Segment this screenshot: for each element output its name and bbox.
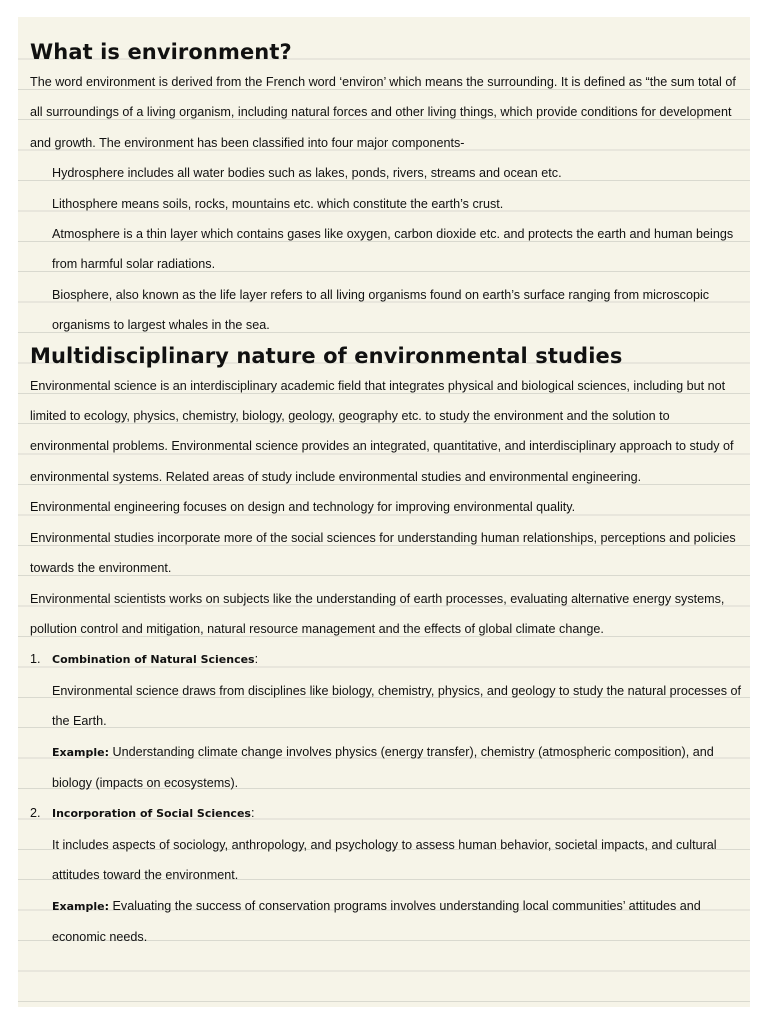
document-page xyxy=(18,17,750,1007)
example-label: Example: xyxy=(52,745,109,759)
component-biosphere: Biosphere, also known as the life layer refers to all living organisms found on earth’s surface ranging from microscopic organisms to largest whales in the sea. xyxy=(52,287,710,333)
list-item-colon: : xyxy=(254,652,259,667)
paragraph-engineering: Environmental engineering focuses on design and technology for improving environmental quality. xyxy=(30,500,576,515)
list-item-example xyxy=(30,737,742,799)
list-item-description: Environmental science draws from disciplines like biology, chemistry, physics, and geology to study the natural processes of the Earth. xyxy=(52,683,742,729)
paragraph-interdisciplinary: Environmental science is an interdisciplinary academic field that integrates physical and biological sciences, including but not limited to ecology, physics, chemistry, biology, geology, geography etc. to study the environment and the solution to environmental problems. Environmental science provides an integrated, quantitative, and interdisciplinary approach to study of environmental systems. Related areas of study include environmental studies and environmental engineering. xyxy=(30,378,734,484)
list-number: 2. xyxy=(30,806,41,821)
component-lithosphere: Lithosphere means soils, rocks, mountains etc. which constitute the earth’s crust. xyxy=(52,196,504,211)
section-heading-multidisciplinary: Multidisciplinary nature of environmental studies xyxy=(30,343,623,368)
list-number: 1. xyxy=(30,652,41,667)
list-item-example xyxy=(30,891,742,953)
section-heading-environment: What is environment? xyxy=(30,40,292,64)
example-text: Evaluating the success of conservation programs involves understanding local communities’ attitudes and economic needs. xyxy=(52,898,701,944)
list-item-colon: : xyxy=(250,806,255,821)
document-content xyxy=(30,37,742,952)
paragraph-studies: Environmental studies incorporate more of the social sciences for understanding human relationships, perceptions and policies towards the environment. xyxy=(30,530,736,576)
component-hydrosphere: Hydrosphere includes all water bodies such as lakes, ponds, rivers, streams and ocean etc. xyxy=(52,166,562,181)
list-item-description: It includes aspects of sociology, anthropology, and psychology to assess human behavior, societal impacts, and cultural attitudes toward the environment. xyxy=(52,837,717,883)
list-item-natural-sciences xyxy=(30,644,742,675)
example-text: Understanding climate change involves physics (energy transfer), chemistry (atmospheric composition), and biology (impacts on ecosystems). xyxy=(52,744,714,790)
example-label: Example: xyxy=(52,899,109,913)
list-item-title: Incorporation of Social Sciences xyxy=(52,807,251,821)
paragraph-scientists: Environmental scientists works on subjects like the understanding of earth processes, evaluating alternative energy systems, pollution control and mitigation, natural resource management and the effects of global climate change. xyxy=(30,591,725,636)
list-item-social-sciences xyxy=(30,798,742,829)
intro-paragraph: The word environment is derived from the French word ‘environ’ which means the surrounding. It is defined as “the sum total of all surroundings of a living organism, including natural forces and other living things, which provide conditions for development and growth. The environment has been classified into four major components- xyxy=(30,75,736,150)
component-atmosphere: Atmosphere is a thin layer which contains gases like oxygen, carbon dioxide etc. and protects the earth and human beings from harmful solar radiations. xyxy=(52,227,734,272)
list-item-title: Combination of Natural Sciences xyxy=(52,653,255,667)
